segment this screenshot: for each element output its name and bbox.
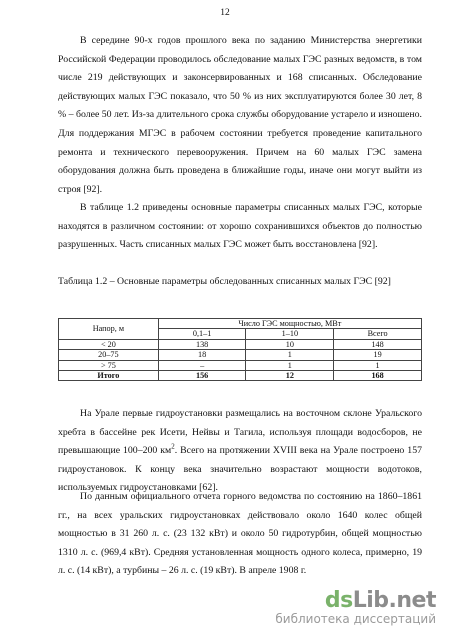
watermark-logo	[275, 589, 436, 613]
table-row	[59, 350, 422, 360]
watermark-subtitle: библиотека диссертаций	[275, 612, 436, 626]
table-header-cell: 1–10	[246, 329, 334, 339]
paragraph-1-text: В середине 90-х годов прошлого века по заданию Министерства энергетики Российской Федерации проводилось обследование малых ГЭС разных ведомств, в том числе 219 действующих и законсервированных и 168 списанных. Обследование действующих малых ГЭС показало, что 50 % из них эксплуатируются более 30 лет, 8 % – более 50 лет. Из-за длительного срока службы оборудование устарело и изношено. Для поддержания МГЭС в рабочем состоянии требуется проведение капитального ремонта и технического перевооружения. Причем на 60 малых ГЭС замена оборудования должна быть проведена в ближайшие годы, иначе они могут выйти из строя [92].	[58, 35, 422, 195]
table-cell: 19	[334, 350, 422, 360]
table-cell: –	[158, 360, 246, 370]
table-header-cell: 0,1–1	[158, 329, 246, 339]
table-row	[59, 339, 422, 349]
watermark-logo-net: .net	[388, 588, 436, 613]
table-row-label: < 20	[59, 339, 159, 349]
table-row	[59, 360, 422, 370]
table-cell: 138	[158, 339, 246, 349]
page-number: 12	[220, 8, 230, 18]
table-total-row	[59, 371, 422, 381]
table-row-label: > 75	[59, 360, 159, 370]
table-cell: 10	[246, 339, 334, 349]
paragraph-3-text: На Урале первые гидроустановки размещались на восточном склоне Уральского хребта в бассейне рек Исети, Нейвы и Тагила, используя площади водосборов, не превышающие 100–200 км	[58, 408, 422, 457]
table-cell: 156	[158, 371, 246, 381]
paragraph-3	[58, 405, 422, 498]
watermark-logo-ds: ds	[324, 588, 353, 613]
table-row-label: Итого	[59, 371, 159, 381]
table-cell: 12	[246, 371, 334, 381]
table-header-cell: Всего	[334, 329, 422, 339]
table-header-group: Число ГЭС мощностью, МВт	[158, 319, 421, 329]
paragraph-4-text: По данным официального отчета горного ведомства по состоянию на 1860–1861 гг., на всех уральских гидроустановках действовало около 1640 колес общей мощностью в 31 260 л. с. (23 132 кВт) и около 50 гидротурбин, общей мощностью 1310 л. с. (969,4 кВт). Средняя установленная мощность одного колеса, примерно, 19 л. с. (14 кВт), а турбины – 26 л. с. (19 кВт). В апреле 1908 г.	[58, 491, 422, 577]
paragraph-4	[58, 488, 422, 581]
table-caption: Таблица 1.2 – Основные параметры обследованных списанных малых ГЭС [92]	[58, 276, 391, 287]
paragraph-3-text-continued: . Всего на протяжении XVIII века на Урале построено 157 гидроустановок. К концу века значительно возрастают мощности водотоков, используемых гидроустановками [62].	[58, 445, 422, 494]
table-cell: 18	[158, 350, 246, 360]
paragraph-2	[58, 199, 422, 255]
watermark-logo-lib: Lib	[352, 588, 389, 613]
table-header-head: Напор, м	[59, 319, 159, 340]
superscript: 2	[171, 442, 175, 451]
table-row-label: 20–75	[59, 350, 159, 360]
paragraph-1	[58, 32, 422, 199]
watermark	[275, 589, 436, 626]
table-cell: 168	[334, 371, 422, 381]
table-cell: 1	[246, 360, 334, 370]
paragraph-2-text: В таблице 1.2 приведены основные параметры списанных малых ГЭС, которые находятся в различном состоянии: от хорошо сохранившихся объектов до полностью разрушенных. Часть списанных малых ГЭС может быть восстановлена [92].	[58, 202, 422, 251]
table-cell: 1	[246, 350, 334, 360]
table-header-row	[59, 319, 422, 329]
table-cell: 1	[334, 360, 422, 370]
table-cell: 148	[334, 339, 422, 349]
parameters-table	[58, 318, 422, 381]
